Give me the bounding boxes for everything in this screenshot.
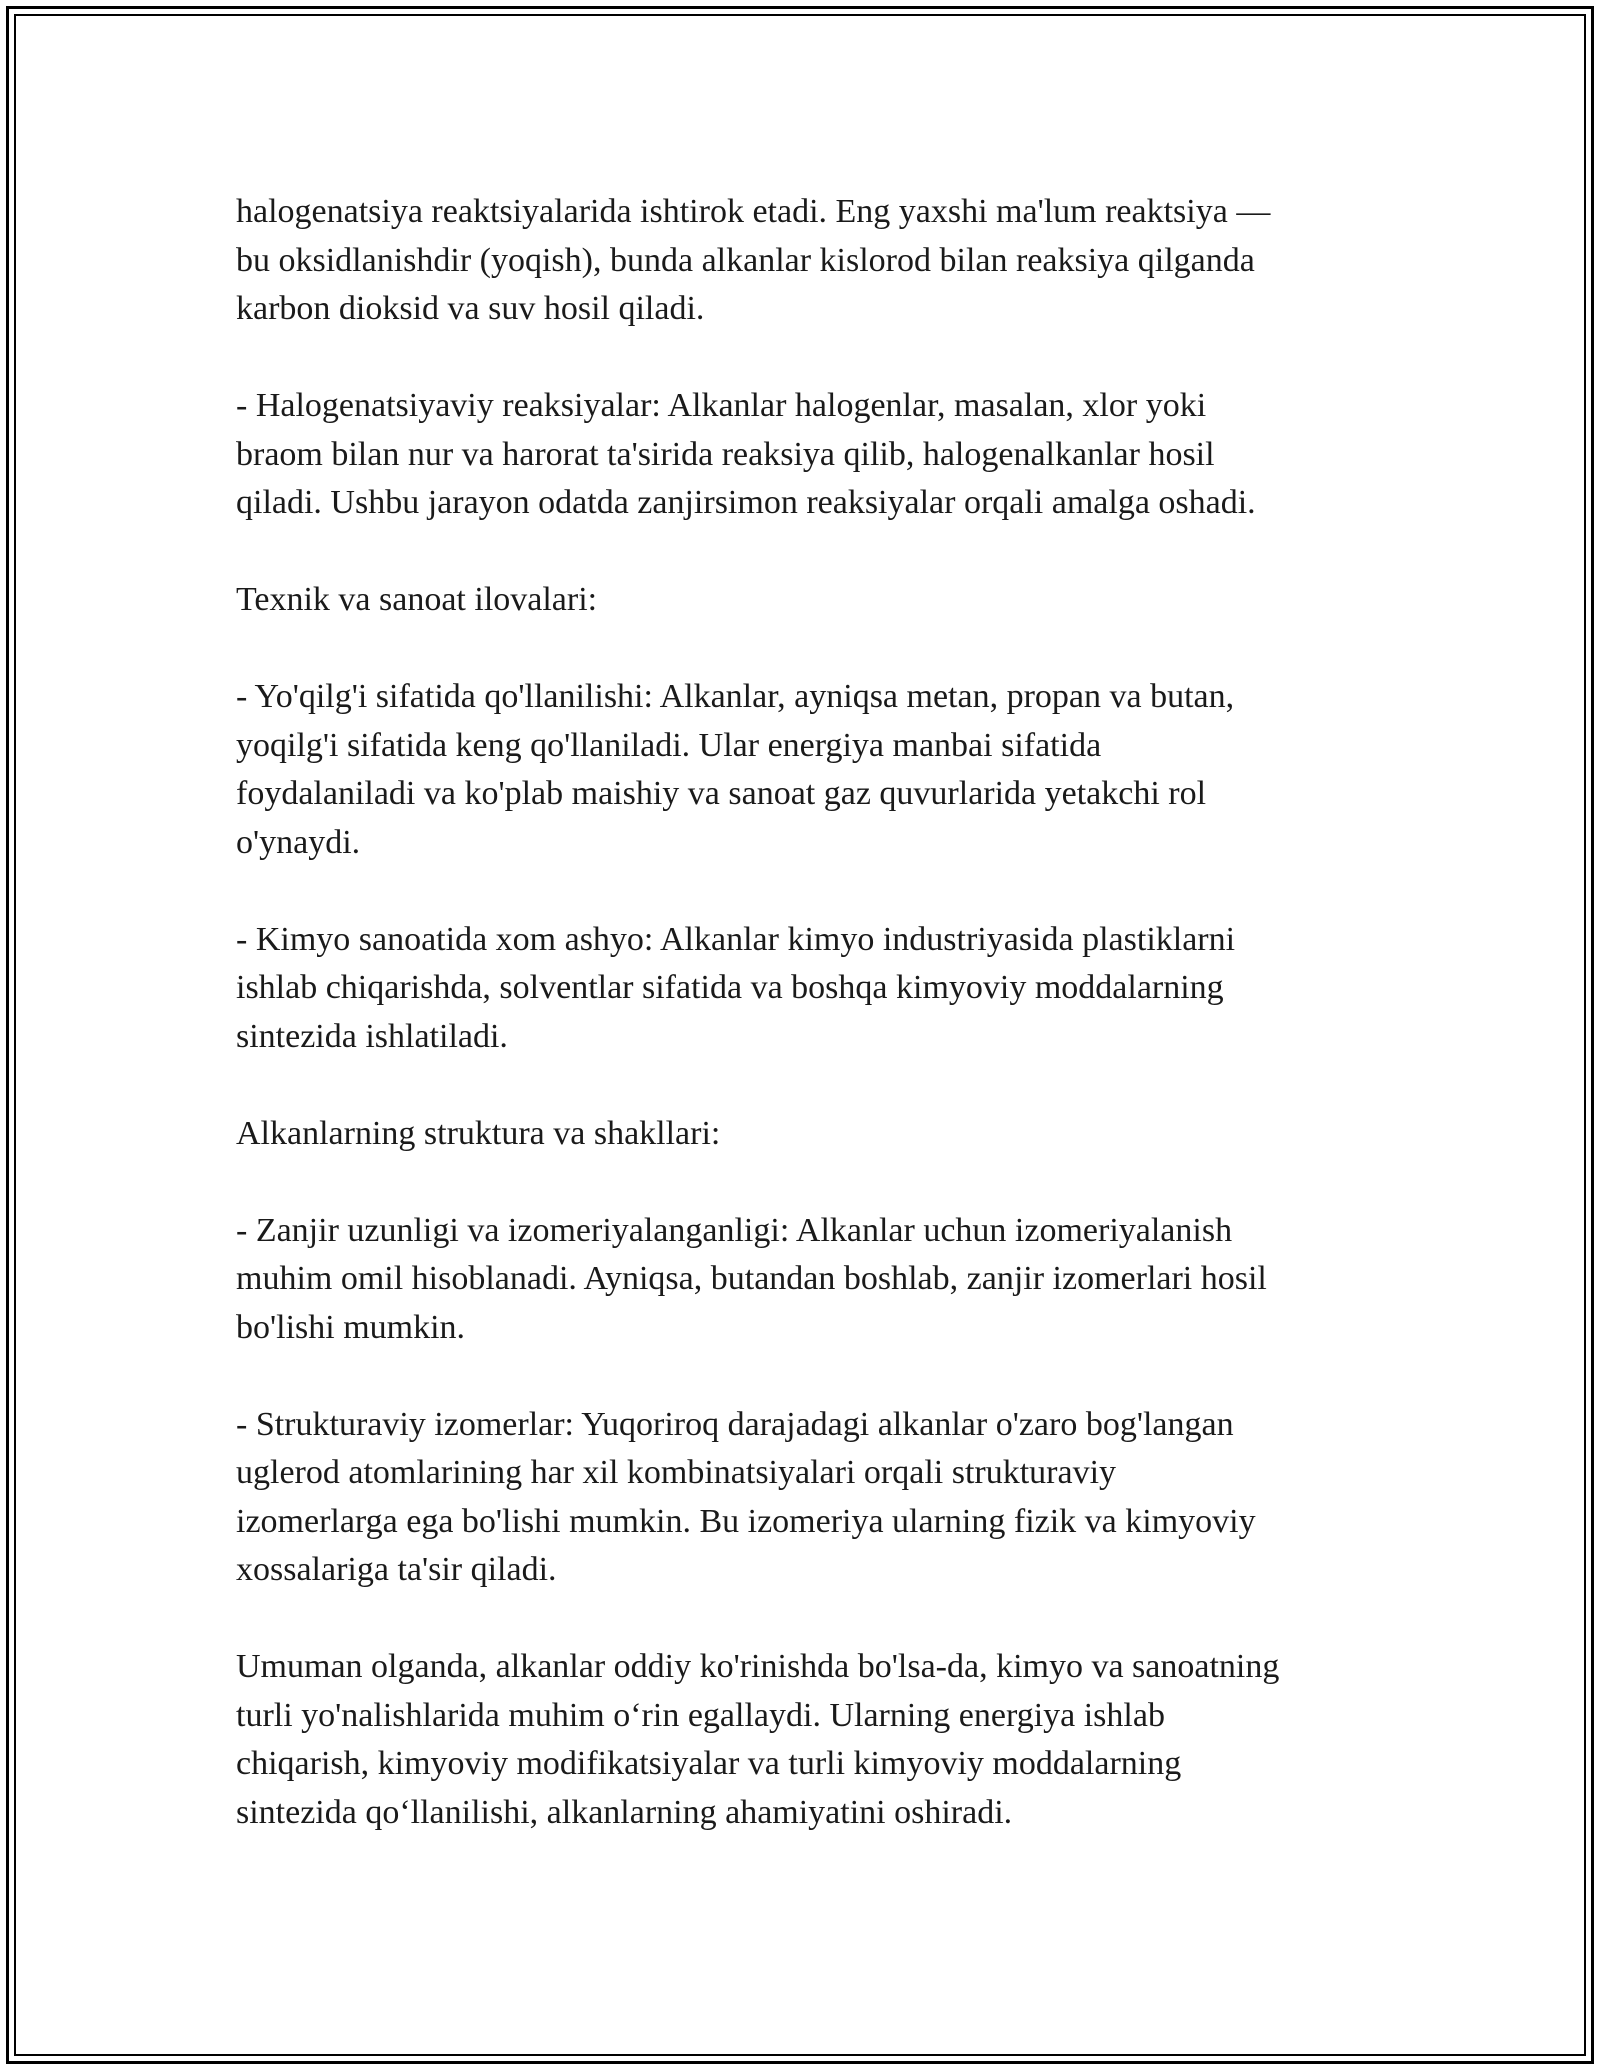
paragraph-oxidation: halogenatsiya reaktsiyalarida ishtirok etadi. Eng yaxshi ma'lum reaktsiya — bu oksidlanishdir (yoqish), bunda alkanlar kislorod bilan reaksiya qilganda karbon dioksid va suv hosil qiladi. xyxy=(236,193,1271,327)
paragraph-fuel-use: - Yo'qilg'i sifatida qo'llanilishi: Alkanlar, ayniqsa metan, propan va butan, yoqilg'i sifatida keng qo'llaniladi. Ular energiya manbai sifatida foydalaniladi va ko'plab maishiy va sanoat gaz quvurlarida yetakchi rol o'ynaydi. xyxy=(236,678,1235,861)
paragraph-chain-isomerism: - Zanjir uzunligi va izomeriyalanganligi: Alkanlar uchun izomeriyalanish muhim omil hisoblanadi. Ayniqsa, butandan boshlab, zanjir izomerlari hosil bo'lishi mumkin. xyxy=(236,1211,1267,1346)
paragraph-halogenation: - Halogenatsiyaviy reaksiyalar: Alkanlar halogenlar, masalan, xlor yoki braom bilan nur va harorat ta'sirida reaksiya qilib, halogenalkanlar hosil qiladi. Ushbu jarayon odatda zanjirsimon reaksiyalar orqali amalga oshadi. xyxy=(236,387,1256,521)
document-body xyxy=(236,188,1366,1837)
paragraph-raw-material: - Kimyo sanoatida xom ashyo: Alkanlar kimyo industriyasida plastiklarni ishlab chiqarishda, solventlar sifatida va boshqa kimyoviy moddalarning sintezida ishlatiladi. xyxy=(236,920,1236,1055)
heading-structure: Alkanlarning struktura va shakllari: xyxy=(236,1114,721,1152)
paragraph-conclusion: Umuman olganda, alkanlar oddiy ko'rinishda bo'lsa-da, kimyo va sanoatning turli yo'nalishlarida muhim o‘rin egallaydi. Ularning energiya ishlab chiqarish, kimyoviy modifikatsiyalar va turli kimyoviy moddalarning sintezida qo‘llanilishi, alkanlarning ahamiyatini oshiradi. xyxy=(236,1648,1280,1831)
heading-applications: Texnik va sanoat ilovalari: xyxy=(236,581,598,618)
paragraph-structural-isomers: - Strukturaviy izomerlar: Yuqoriroq darajadagi alkanlar o'zaro bog'langan uglerod atomlarining har xil kombinatsiyalari orqali strukturaviy izomerlarga ega bo'lishi mumkin. Bu izomeriya ularning fizik va kimyoviy xossalariga ta'sir qiladi. xyxy=(236,1405,1256,1588)
